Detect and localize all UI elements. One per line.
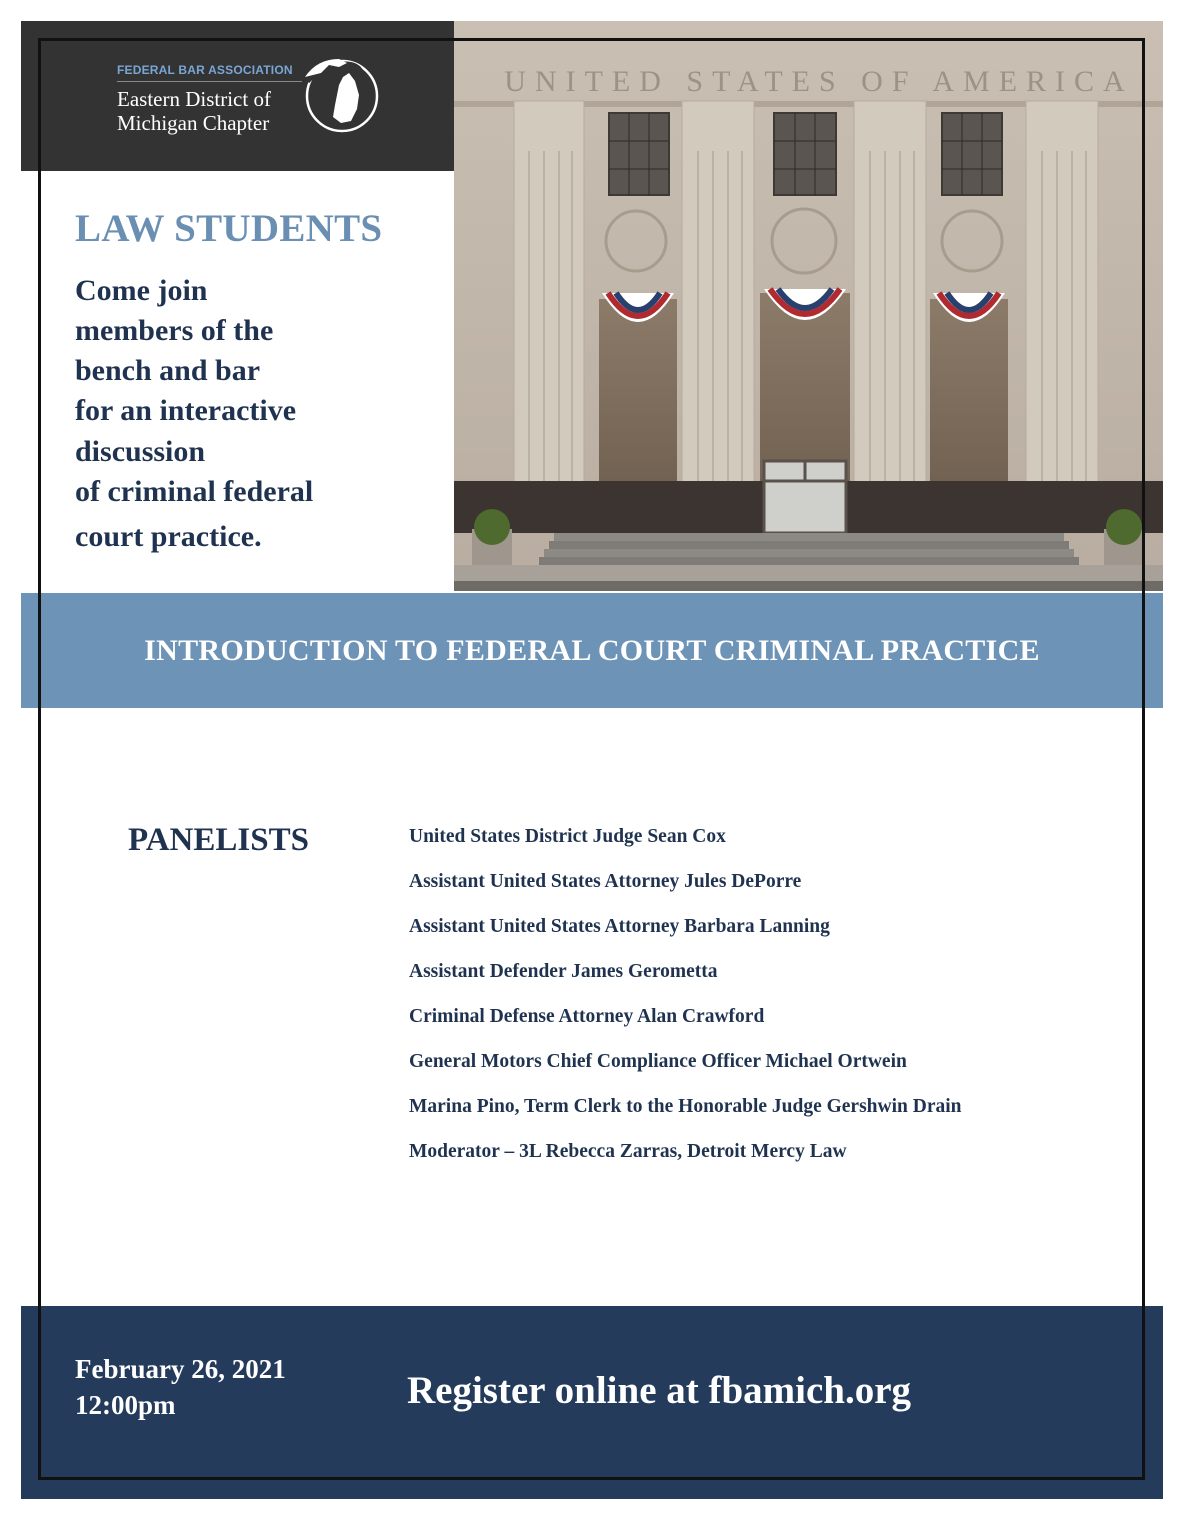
intro-line: members of the bbox=[75, 314, 274, 347]
panelist-item: Assistant Defender James Gerometta bbox=[409, 961, 718, 982]
intro-line: of criminal federal bbox=[75, 475, 314, 508]
intro-line: discussion bbox=[75, 435, 206, 468]
inscription: UNITED STATES OF AMERICA bbox=[504, 65, 1134, 98]
logo-divider bbox=[117, 81, 302, 82]
intro-line: for an interactive bbox=[75, 394, 297, 427]
panelists-list bbox=[409, 826, 962, 1186]
register-link[interactable]: Register online at fbamich.org bbox=[407, 1369, 912, 1412]
panelists-heading: PANELISTS bbox=[128, 822, 309, 858]
logo-chapter-line1: Eastern District of bbox=[117, 87, 271, 111]
intro-line: bench and bar bbox=[75, 354, 261, 387]
event-title-band bbox=[21, 593, 1163, 708]
logo-chapter-name bbox=[117, 87, 271, 135]
event-date: February 26, 2021 bbox=[75, 1354, 286, 1384]
chapter-logo bbox=[21, 21, 454, 171]
michigan-seal-icon bbox=[299, 51, 381, 137]
courthouse-photo bbox=[454, 21, 1163, 591]
intro-line: court practice. bbox=[75, 520, 262, 553]
panelist-item: Assistant United States Attorney Barbara Lanning bbox=[409, 916, 830, 937]
footer-band bbox=[21, 1306, 1163, 1499]
logo-chapter-line2: Michigan Chapter bbox=[117, 111, 270, 135]
panelist-item: Criminal Defense Attorney Alan Crawford bbox=[409, 1006, 765, 1027]
headline: LAW STUDENTS bbox=[75, 207, 383, 250]
panelist-item: General Motors Chief Compliance Officer Michael Ortwein bbox=[409, 1051, 907, 1072]
panelist-item: Marina Pino, Term Clerk to the Honorable Judge Gershwin Drain bbox=[409, 1096, 962, 1117]
panelist-item: United States District Judge Sean Cox bbox=[409, 826, 726, 847]
event-title: INTRODUCTION TO FEDERAL COURT CRIMINAL PRACTICE bbox=[144, 633, 1040, 667]
event-time: 12:00pm bbox=[75, 1390, 176, 1420]
panelist-item: Assistant United States Attorney Jules DePorre bbox=[409, 871, 802, 892]
intro-line: Come join bbox=[75, 274, 208, 307]
panelist-item: Moderator – 3L Rebecca Zarras, Detroit Mercy Law bbox=[409, 1141, 847, 1162]
logo-org-name: FEDERAL BAR ASSOCIATION bbox=[117, 63, 293, 77]
